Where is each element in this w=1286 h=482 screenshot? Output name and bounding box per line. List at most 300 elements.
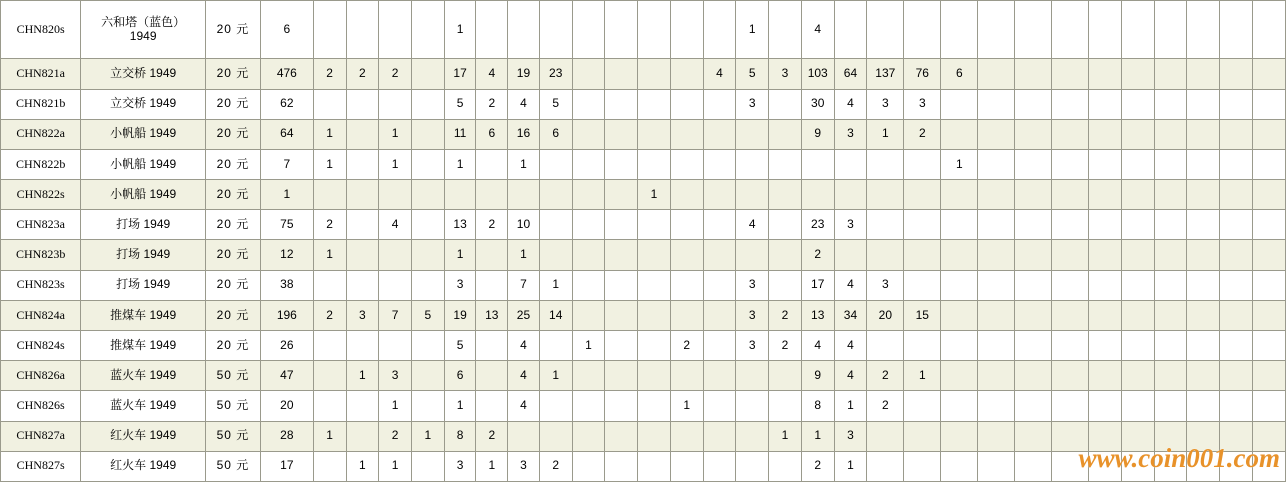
cell-grade-count bbox=[1220, 451, 1253, 481]
cell-grade-count bbox=[1187, 451, 1220, 481]
cell-grade-count bbox=[1052, 149, 1089, 179]
cell-name: 小帆船 1949 bbox=[81, 149, 206, 179]
cell-grade-count bbox=[1252, 300, 1285, 330]
cell-grade-count bbox=[703, 421, 736, 451]
cell-code: CHN822a bbox=[1, 119, 81, 149]
cell-grade-count bbox=[1089, 331, 1122, 361]
cell-grade-count bbox=[867, 421, 904, 451]
cell-grade-count bbox=[801, 149, 834, 179]
cell-grade-count bbox=[1015, 1, 1052, 59]
cell-grade-count bbox=[978, 270, 1015, 300]
cell-grade-count bbox=[978, 210, 1015, 240]
cell-grade-count bbox=[1252, 210, 1285, 240]
cell-grade-count bbox=[703, 89, 736, 119]
cell-grade-count bbox=[605, 300, 638, 330]
cell-grade-count bbox=[1089, 119, 1122, 149]
cell-grade-count bbox=[1121, 240, 1154, 270]
cell-grade-count bbox=[638, 89, 671, 119]
cell-total: 47 bbox=[260, 361, 313, 391]
table-row bbox=[1, 119, 1286, 149]
cell-grade-count: 1 bbox=[941, 149, 978, 179]
cell-denomination: 20 元 bbox=[206, 270, 261, 300]
cell-grade-count: 1 bbox=[670, 391, 703, 421]
cell-grade-count bbox=[412, 210, 445, 240]
cell-grade-count bbox=[476, 149, 508, 179]
cell-grade-count bbox=[1154, 59, 1187, 89]
cell-code: CHN821b bbox=[1, 89, 81, 119]
cell-grade-count bbox=[736, 240, 769, 270]
cell-grade-count bbox=[769, 391, 802, 421]
cell-grade-count: 1 bbox=[444, 391, 476, 421]
cell-total: 196 bbox=[260, 300, 313, 330]
cell-grade-count bbox=[1052, 89, 1089, 119]
cell-grade-count: 1 bbox=[444, 1, 476, 59]
cell-grade-count: 1 bbox=[539, 270, 572, 300]
cell-grade-count bbox=[539, 149, 572, 179]
cell-grade-count: 3 bbox=[834, 119, 867, 149]
cell-grade-count bbox=[638, 391, 671, 421]
table-row bbox=[1, 240, 1286, 270]
cell-grade-count bbox=[941, 391, 978, 421]
cell-grade-count bbox=[346, 240, 379, 270]
cell-grade-count bbox=[978, 421, 1015, 451]
cell-grade-count bbox=[412, 240, 445, 270]
cell-denomination: 20 元 bbox=[206, 180, 261, 210]
cell-grade-count: 4 bbox=[379, 210, 412, 240]
cell-grade-count bbox=[703, 451, 736, 481]
cell-code: CHN826s bbox=[1, 391, 81, 421]
cell-grade-count bbox=[313, 361, 346, 391]
cell-grade-count: 2 bbox=[867, 391, 904, 421]
cell-grade-count: 16 bbox=[508, 119, 540, 149]
cell-code: CHN823s bbox=[1, 270, 81, 300]
cell-denomination: 20 元 bbox=[206, 210, 261, 240]
cell-grade-count: 1 bbox=[412, 421, 445, 451]
cell-grade-count bbox=[508, 421, 540, 451]
cell-grade-count bbox=[801, 180, 834, 210]
cell-grade-count bbox=[605, 89, 638, 119]
cell-grade-count: 2 bbox=[379, 59, 412, 89]
cell-grade-count bbox=[1121, 210, 1154, 240]
cell-grade-count: 1 bbox=[508, 240, 540, 270]
cell-grade-count bbox=[703, 119, 736, 149]
cell-grade-count bbox=[1089, 270, 1122, 300]
cell-grade-count: 1 bbox=[379, 391, 412, 421]
cell-grade-count bbox=[638, 270, 671, 300]
cell-grade-count bbox=[941, 1, 978, 59]
cell-grade-count bbox=[572, 119, 605, 149]
cell-grade-count: 2 bbox=[476, 421, 508, 451]
cell-grade-count bbox=[703, 240, 736, 270]
cell-grade-count bbox=[1154, 180, 1187, 210]
cell-grade-count bbox=[572, 421, 605, 451]
cell-grade-count bbox=[867, 451, 904, 481]
cell-grade-count bbox=[904, 391, 941, 421]
cell-name bbox=[81, 1, 206, 59]
cell-grade-count: 1 bbox=[444, 149, 476, 179]
cell-grade-count bbox=[1015, 89, 1052, 119]
cell-name: 蓝火车 1949 bbox=[81, 361, 206, 391]
cell-grade-count bbox=[1121, 59, 1154, 89]
cell-grade-count: 3 bbox=[346, 300, 379, 330]
cell-grade-count: 14 bbox=[539, 300, 572, 330]
cell-grade-count bbox=[904, 270, 941, 300]
cell-grade-count bbox=[313, 270, 346, 300]
cell-grade-count bbox=[978, 119, 1015, 149]
cell-grade-count bbox=[605, 210, 638, 240]
table-row bbox=[1, 300, 1286, 330]
cell-grade-count bbox=[539, 1, 572, 59]
cell-grade-count bbox=[1052, 270, 1089, 300]
cell-grade-count bbox=[412, 361, 445, 391]
cell-grade-count: 10 bbox=[508, 210, 540, 240]
cell-grade-count: 6 bbox=[539, 119, 572, 149]
cell-total: 38 bbox=[260, 270, 313, 300]
cell-grade-count bbox=[476, 331, 508, 361]
cell-grade-count: 2 bbox=[904, 119, 941, 149]
cell-grade-count: 3 bbox=[444, 451, 476, 481]
cell-grade-count bbox=[941, 361, 978, 391]
cell-grade-count bbox=[769, 89, 802, 119]
cell-grade-count: 4 bbox=[834, 331, 867, 361]
cell-grade-count bbox=[1252, 421, 1285, 451]
cell-grade-count bbox=[346, 270, 379, 300]
cell-grade-count bbox=[605, 240, 638, 270]
cell-name: 红火车 1949 bbox=[81, 421, 206, 451]
cell-grade-count: 2 bbox=[476, 210, 508, 240]
cell-grade-count bbox=[1154, 451, 1187, 481]
cell-grade-count bbox=[1187, 1, 1220, 59]
cell-grade-count bbox=[1089, 59, 1122, 89]
cell-grade-count: 2 bbox=[801, 240, 834, 270]
cell-grade-count bbox=[1252, 391, 1285, 421]
cell-grade-count bbox=[605, 1, 638, 59]
cell-grade-count bbox=[703, 300, 736, 330]
cell-grade-count bbox=[978, 451, 1015, 481]
cell-grade-count bbox=[539, 180, 572, 210]
cell-grade-count bbox=[867, 180, 904, 210]
cell-grade-count bbox=[1154, 240, 1187, 270]
table-row bbox=[1, 391, 1286, 421]
cell-grade-count bbox=[1187, 59, 1220, 89]
cell-grade-count: 5 bbox=[412, 300, 445, 330]
cell-grade-count bbox=[1089, 391, 1122, 421]
cell-denomination: 20 元 bbox=[206, 119, 261, 149]
cell-grade-count bbox=[769, 1, 802, 59]
table-body bbox=[1, 1, 1286, 482]
cell-grade-count bbox=[1220, 331, 1253, 361]
cell-grade-count bbox=[1015, 210, 1052, 240]
cell-grade-count: 3 bbox=[834, 210, 867, 240]
cell-grade-count bbox=[379, 1, 412, 59]
cell-grade-count bbox=[412, 59, 445, 89]
cell-grade-count bbox=[1187, 270, 1220, 300]
cell-grade-count: 1 bbox=[834, 391, 867, 421]
cell-grade-count bbox=[867, 240, 904, 270]
cell-grade-count: 4 bbox=[508, 89, 540, 119]
cell-total: 17 bbox=[260, 451, 313, 481]
cell-grade-count bbox=[412, 331, 445, 361]
cell-grade-count: 1 bbox=[313, 149, 346, 179]
cell-grade-count bbox=[941, 451, 978, 481]
cell-grade-count: 1 bbox=[313, 119, 346, 149]
cell-grade-count bbox=[572, 300, 605, 330]
cell-grade-count bbox=[769, 451, 802, 481]
cell-grade-count bbox=[1220, 180, 1253, 210]
cell-grade-count bbox=[1052, 180, 1089, 210]
cell-grade-count bbox=[1015, 361, 1052, 391]
cell-grade-count bbox=[605, 391, 638, 421]
cell-grade-count bbox=[638, 59, 671, 89]
cell-grade-count bbox=[1121, 1, 1154, 59]
cell-grade-count bbox=[670, 270, 703, 300]
cell-name-line2: 1949 bbox=[129, 28, 157, 43]
cell-grade-count: 6 bbox=[941, 59, 978, 89]
cell-grade-count bbox=[670, 361, 703, 391]
cell-grade-count: 3 bbox=[379, 361, 412, 391]
cell-grade-count bbox=[313, 451, 346, 481]
cell-grade-count bbox=[941, 270, 978, 300]
cell-grade-count: 19 bbox=[444, 300, 476, 330]
cell-grade-count bbox=[670, 180, 703, 210]
cell-grade-count: 13 bbox=[476, 300, 508, 330]
cell-name: 推煤车 1949 bbox=[81, 331, 206, 361]
cell-grade-count bbox=[736, 180, 769, 210]
cell-grade-count: 137 bbox=[867, 59, 904, 89]
cell-name: 立交桥 1949 bbox=[81, 89, 206, 119]
cell-grade-count bbox=[1052, 59, 1089, 89]
cell-grade-count bbox=[1187, 361, 1220, 391]
cell-grade-count bbox=[572, 451, 605, 481]
cell-grade-count: 1 bbox=[508, 149, 540, 179]
cell-grade-count: 4 bbox=[736, 210, 769, 240]
table-row bbox=[1, 331, 1286, 361]
cell-grade-count: 2 bbox=[867, 361, 904, 391]
cell-grade-count bbox=[1089, 1, 1122, 59]
cell-grade-count: 3 bbox=[508, 451, 540, 481]
cell-grade-count bbox=[1252, 270, 1285, 300]
cell-grade-count bbox=[539, 391, 572, 421]
cell-grade-count bbox=[1220, 89, 1253, 119]
table-row bbox=[1, 421, 1286, 451]
cell-grade-count bbox=[572, 391, 605, 421]
cell-grade-count bbox=[476, 270, 508, 300]
cell-grade-count: 23 bbox=[801, 210, 834, 240]
cell-total: 7 bbox=[260, 149, 313, 179]
cell-grade-count bbox=[638, 240, 671, 270]
cell-grade-count bbox=[1252, 89, 1285, 119]
cell-grade-count: 3 bbox=[736, 89, 769, 119]
cell-grade-count bbox=[670, 240, 703, 270]
cell-total: 26 bbox=[260, 331, 313, 361]
cell-grade-count bbox=[1052, 361, 1089, 391]
cell-name: 打场 1949 bbox=[81, 210, 206, 240]
cell-grade-count bbox=[1089, 451, 1122, 481]
cell-grade-count bbox=[412, 1, 445, 59]
cell-grade-count bbox=[1187, 300, 1220, 330]
cell-grade-count bbox=[572, 149, 605, 179]
cell-grade-count bbox=[412, 270, 445, 300]
cell-grade-count: 17 bbox=[444, 59, 476, 89]
cell-denomination: 20 元 bbox=[206, 89, 261, 119]
cell-grade-count bbox=[346, 149, 379, 179]
cell-grade-count bbox=[1187, 180, 1220, 210]
cell-grade-count bbox=[941, 300, 978, 330]
cell-grade-count bbox=[605, 119, 638, 149]
cell-grade-count: 8 bbox=[444, 421, 476, 451]
cell-grade-count bbox=[1252, 331, 1285, 361]
cell-grade-count bbox=[978, 149, 1015, 179]
cell-grade-count bbox=[904, 331, 941, 361]
cell-grade-count: 1 bbox=[904, 361, 941, 391]
cell-grade-count bbox=[476, 1, 508, 59]
cell-grade-count bbox=[605, 149, 638, 179]
cell-grade-count bbox=[1121, 270, 1154, 300]
cell-code: CHN820s bbox=[1, 1, 81, 59]
cell-grade-count bbox=[539, 421, 572, 451]
cell-grade-count bbox=[1015, 270, 1052, 300]
cell-grade-count bbox=[941, 210, 978, 240]
cell-name: 小帆船 1949 bbox=[81, 180, 206, 210]
cell-denomination: 20 元 bbox=[206, 240, 261, 270]
cell-grade-count: 34 bbox=[834, 300, 867, 330]
cell-grade-count bbox=[1052, 331, 1089, 361]
cell-grade-count bbox=[508, 180, 540, 210]
cell-grade-count bbox=[476, 361, 508, 391]
cell-denomination: 20 元 bbox=[206, 331, 261, 361]
cell-grade-count bbox=[1121, 421, 1154, 451]
cell-grade-count bbox=[572, 361, 605, 391]
cell-grade-count bbox=[703, 361, 736, 391]
cell-grade-count: 1 bbox=[476, 451, 508, 481]
cell-grade-count bbox=[572, 240, 605, 270]
cell-grade-count bbox=[1015, 240, 1052, 270]
cell-grade-count bbox=[412, 89, 445, 119]
cell-total: 64 bbox=[260, 119, 313, 149]
cell-grade-count bbox=[1089, 180, 1122, 210]
cell-grade-count bbox=[313, 331, 346, 361]
cell-grade-count: 4 bbox=[476, 59, 508, 89]
cell-grade-count bbox=[834, 1, 867, 59]
cell-grade-count bbox=[1187, 240, 1220, 270]
cell-grade-count: 2 bbox=[670, 331, 703, 361]
cell-grade-count bbox=[1089, 149, 1122, 179]
cell-grade-count: 11 bbox=[444, 119, 476, 149]
cell-grade-count bbox=[670, 1, 703, 59]
cell-grade-count bbox=[1015, 421, 1052, 451]
cell-grade-count: 4 bbox=[508, 331, 540, 361]
cell-grade-count: 3 bbox=[834, 421, 867, 451]
cell-grade-count: 2 bbox=[801, 451, 834, 481]
cell-grade-count: 1 bbox=[313, 421, 346, 451]
cell-grade-count bbox=[346, 89, 379, 119]
cell-grade-count bbox=[572, 270, 605, 300]
cell-grade-count bbox=[1015, 59, 1052, 89]
cell-grade-count bbox=[1220, 300, 1253, 330]
cell-grade-count bbox=[1052, 391, 1089, 421]
cell-grade-count bbox=[638, 451, 671, 481]
cell-grade-count bbox=[736, 361, 769, 391]
cell-grade-count: 2 bbox=[313, 59, 346, 89]
cell-grade-count: 2 bbox=[769, 300, 802, 330]
cell-grade-count bbox=[572, 59, 605, 89]
cell-grade-count bbox=[1252, 240, 1285, 270]
cell-denomination: 20 元 bbox=[206, 1, 261, 59]
cell-grade-count bbox=[1089, 89, 1122, 119]
table-row bbox=[1, 210, 1286, 240]
cell-grade-count bbox=[904, 180, 941, 210]
cell-grade-count bbox=[1220, 1, 1253, 59]
cell-total: 12 bbox=[260, 240, 313, 270]
cell-grade-count bbox=[1154, 361, 1187, 391]
cell-code: CHN826a bbox=[1, 361, 81, 391]
cell-grade-count bbox=[1089, 361, 1122, 391]
cell-total: 20 bbox=[260, 391, 313, 421]
table-row bbox=[1, 89, 1286, 119]
cell-grade-count bbox=[1015, 119, 1052, 149]
cell-grade-count: 1 bbox=[572, 331, 605, 361]
cell-grade-count bbox=[867, 1, 904, 59]
cell-grade-count bbox=[379, 240, 412, 270]
cell-grade-count bbox=[978, 59, 1015, 89]
cell-grade-count bbox=[904, 421, 941, 451]
cell-grade-count bbox=[1052, 119, 1089, 149]
cell-grade-count bbox=[941, 331, 978, 361]
cell-grade-count bbox=[638, 421, 671, 451]
cell-grade-count bbox=[670, 149, 703, 179]
cell-name: 打场 1949 bbox=[81, 270, 206, 300]
cell-grade-count: 7 bbox=[508, 270, 540, 300]
cell-grade-count bbox=[834, 149, 867, 179]
cell-grade-count bbox=[1220, 391, 1253, 421]
cell-grade-count bbox=[1121, 361, 1154, 391]
cell-code: CHN827a bbox=[1, 421, 81, 451]
cell-grade-count bbox=[769, 210, 802, 240]
cell-grade-count bbox=[703, 149, 736, 179]
cell-grade-count bbox=[703, 210, 736, 240]
cell-denomination: 50 元 bbox=[206, 421, 261, 451]
cell-grade-count: 1 bbox=[801, 421, 834, 451]
cell-total: 1 bbox=[260, 180, 313, 210]
cell-grade-count bbox=[1089, 421, 1122, 451]
cell-grade-count bbox=[638, 149, 671, 179]
cell-grade-count bbox=[904, 210, 941, 240]
cell-grade-count bbox=[1220, 210, 1253, 240]
cell-grade-count bbox=[904, 1, 941, 59]
cell-denomination: 50 元 bbox=[206, 451, 261, 481]
cell-grade-count bbox=[539, 331, 572, 361]
cell-grade-count bbox=[703, 331, 736, 361]
cell-total: 6 bbox=[260, 1, 313, 59]
cell-grade-count: 5 bbox=[539, 89, 572, 119]
cell-grade-count bbox=[638, 119, 671, 149]
cell-grade-count: 2 bbox=[476, 89, 508, 119]
cell-grade-count: 4 bbox=[834, 89, 867, 119]
cell-grade-count bbox=[941, 240, 978, 270]
cell-grade-count: 1 bbox=[346, 451, 379, 481]
cell-grade-count bbox=[605, 361, 638, 391]
cell-grade-count: 3 bbox=[769, 59, 802, 89]
cell-name: 红火车 1949 bbox=[81, 451, 206, 481]
cell-grade-count: 1 bbox=[313, 240, 346, 270]
cell-grade-count bbox=[941, 421, 978, 451]
cell-total: 28 bbox=[260, 421, 313, 451]
cell-grade-count bbox=[346, 391, 379, 421]
cell-grade-count: 2 bbox=[539, 451, 572, 481]
cell-grade-count bbox=[1220, 240, 1253, 270]
cell-grade-count bbox=[1154, 89, 1187, 119]
cell-grade-count bbox=[867, 331, 904, 361]
